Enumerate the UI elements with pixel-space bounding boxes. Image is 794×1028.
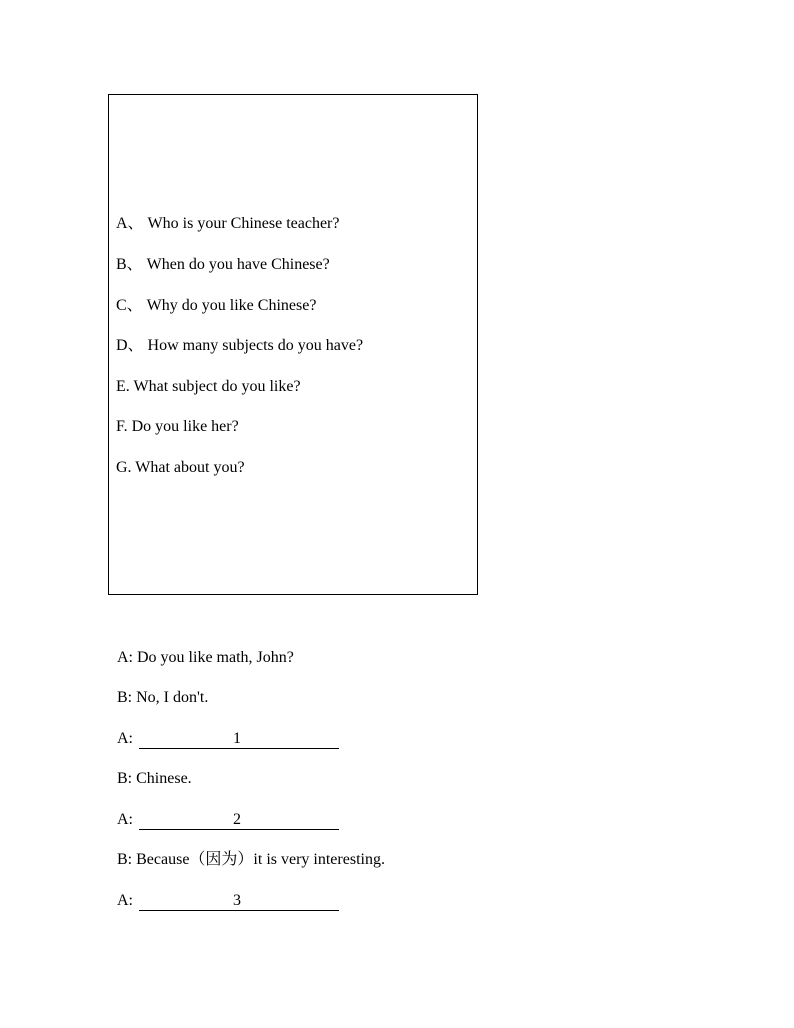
dialogue-line-7 [117,891,339,911]
dialogue-line-5 [117,810,339,830]
dialogue-line-3 [117,729,339,749]
answer-blank-1[interactable] [139,730,331,749]
option-f: F. Do you like her? [116,418,239,435]
blank-number: 2 [233,811,241,828]
option-c: C、 Why do you like Chinese? [116,297,317,314]
answer-blank-2[interactable] [139,811,331,830]
option-a: A、 Who is your Chinese teacher? [116,215,340,232]
dialogue-line-4: B: Chinese. [117,770,192,787]
option-d: D、 How many subjects do you have? [116,337,364,354]
answer-blank-3[interactable] [139,892,331,911]
dialogue-line-6: B: Because（因为）it is very interesting. [117,851,385,868]
blank-number: 3 [233,892,241,909]
speaker-label: A: [117,811,133,828]
option-b: B、 When do you have Chinese? [116,256,330,273]
dialogue-line-2: B: No, I don't. [117,689,209,706]
blank-number: 1 [233,730,241,747]
option-g: G. What about you? [116,459,245,476]
speaker-label: A: [117,892,133,909]
options-box [108,94,478,595]
dialogue-line-1: A: Do you like math, John? [117,649,294,666]
speaker-label: A: [117,730,133,747]
option-e: E. What subject do you like? [116,378,301,395]
